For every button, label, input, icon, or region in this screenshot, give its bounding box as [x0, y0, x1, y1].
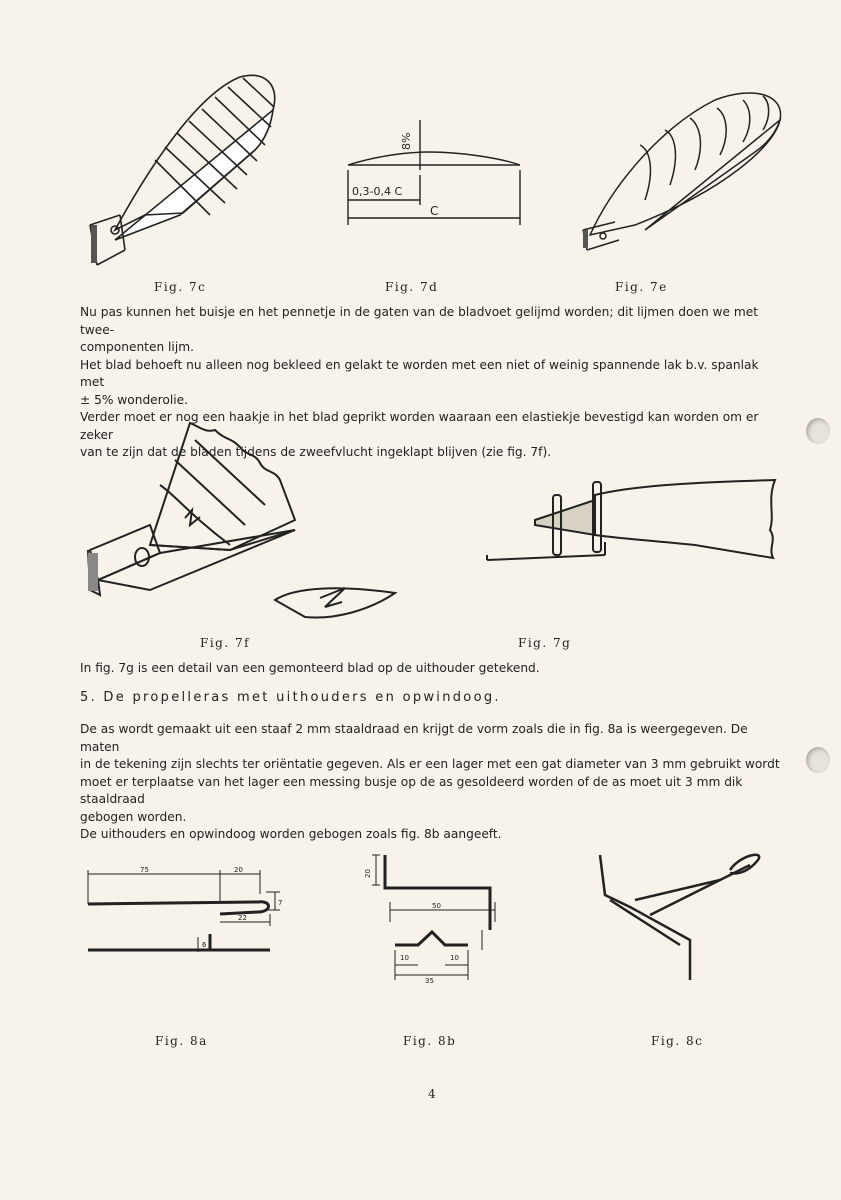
caption-fig-8b: Fig. 8b — [403, 1034, 457, 1048]
fig-8c-drawing — [590, 845, 770, 985]
fig-7e-drawing — [575, 90, 790, 260]
fig-7d-percent: 8% — [400, 132, 413, 150]
fig-7d-position: 0,3-0,4 C — [352, 185, 403, 198]
fig-8a-dim-7: 7 — [278, 899, 283, 907]
fig-8b-dim-20: 20 — [364, 869, 372, 878]
fig-8a-dim-22: 22 — [238, 914, 247, 922]
fig-8b-dim-35: 35 — [425, 977, 434, 985]
fig-8a-dim-75: 75 — [140, 866, 149, 874]
paragraph-5-line-4: gebogen worden. — [80, 809, 187, 824]
caption-fig-7c: Fig. 7c — [154, 280, 207, 294]
fig-7d-chord: C — [430, 204, 439, 218]
paragraph-5-line-3: moet er terplaatse van het lager een messing busje op de as gesoldeerd worden of de as moet uit 3 mm dik staaldraad — [80, 774, 743, 806]
paragraph-block-2 — [80, 660, 780, 678]
fig-8a-drawing — [80, 862, 300, 962]
fig-8a-dim-20: 20 — [234, 866, 243, 874]
page-number: 4 — [428, 1087, 436, 1101]
paragraph-2-line-2: ± 5% wonderolie. — [80, 392, 189, 407]
paragraph-1-line-2: componenten lijm. — [80, 340, 194, 354]
fig-7f-drawing — [80, 415, 410, 625]
caption-fig-7g: Fig. 7g — [518, 636, 572, 650]
caption-fig-7e: Fig. 7e — [615, 280, 668, 294]
paragraph-6: De uithouders en opwindoog worden gebogen zoals fig. 8b aangeeft. — [80, 827, 502, 841]
paragraph-3-line-1: Verder moet er nog een haakje in het blad geprikt worden waaraan een elastiekje bevestigd kan worden om er zeker — [80, 410, 759, 442]
paragraph-4: In fig. 7g is een detail van een gemonteerd blad op de uithouder getekend. — [80, 661, 540, 675]
punch-hole-top — [806, 418, 830, 444]
fig-8b-dim-50: 50 — [432, 902, 441, 910]
fig-8a-dim-6: 6 — [202, 941, 207, 949]
fig-8b-dim-10a: 10 — [400, 954, 409, 962]
caption-fig-7d: Fig. 7d — [385, 280, 439, 294]
paragraph-block-3 — [80, 721, 780, 844]
paragraph-3-line-2: van te zijn dat de bladen tijdens de zweefvlucht ingeklapt blijven (zie fig. 7f). — [80, 445, 552, 459]
punch-hole-bottom — [806, 747, 830, 773]
caption-fig-7f: Fig. 7f — [200, 636, 251, 650]
caption-fig-8a: Fig. 8a — [155, 1034, 208, 1048]
caption-fig-8c: Fig. 8c — [651, 1034, 704, 1048]
section-heading: 5. De propelleras met uithouders en opwindoog. — [80, 690, 501, 705]
fig-7d-drawing — [340, 120, 530, 230]
fig-8b-dim-10b: 10 — [450, 954, 459, 962]
fig-7c-drawing — [85, 65, 285, 275]
fig-7g-drawing — [485, 470, 785, 580]
fig-8b-drawing — [360, 850, 510, 985]
paragraph-1-line-1: Nu pas kunnen het buisje en het pennetje in de gaten van de bladvoet gelijmd worden; dit lijmen doen we met twee- — [80, 305, 759, 337]
paragraph-5-line-1: De as wordt gemaakt uit een staaf 2 mm staaldraad en krijgt de vorm zoals die in fig. 8a is weergegeven. De maten — [80, 722, 748, 754]
paragraph-5-line-2: in de tekening zijn slechts ter oriëntatie gegeven. Als er een lager met een gat diameter van 3 mm gebruikt wordt — [80, 757, 780, 771]
paragraph-2-line-1: Het blad behoeft nu alleen nog bekleed en gelakt te worden met een niet of weinig spannende lak b.v. spanlak met — [80, 357, 759, 389]
